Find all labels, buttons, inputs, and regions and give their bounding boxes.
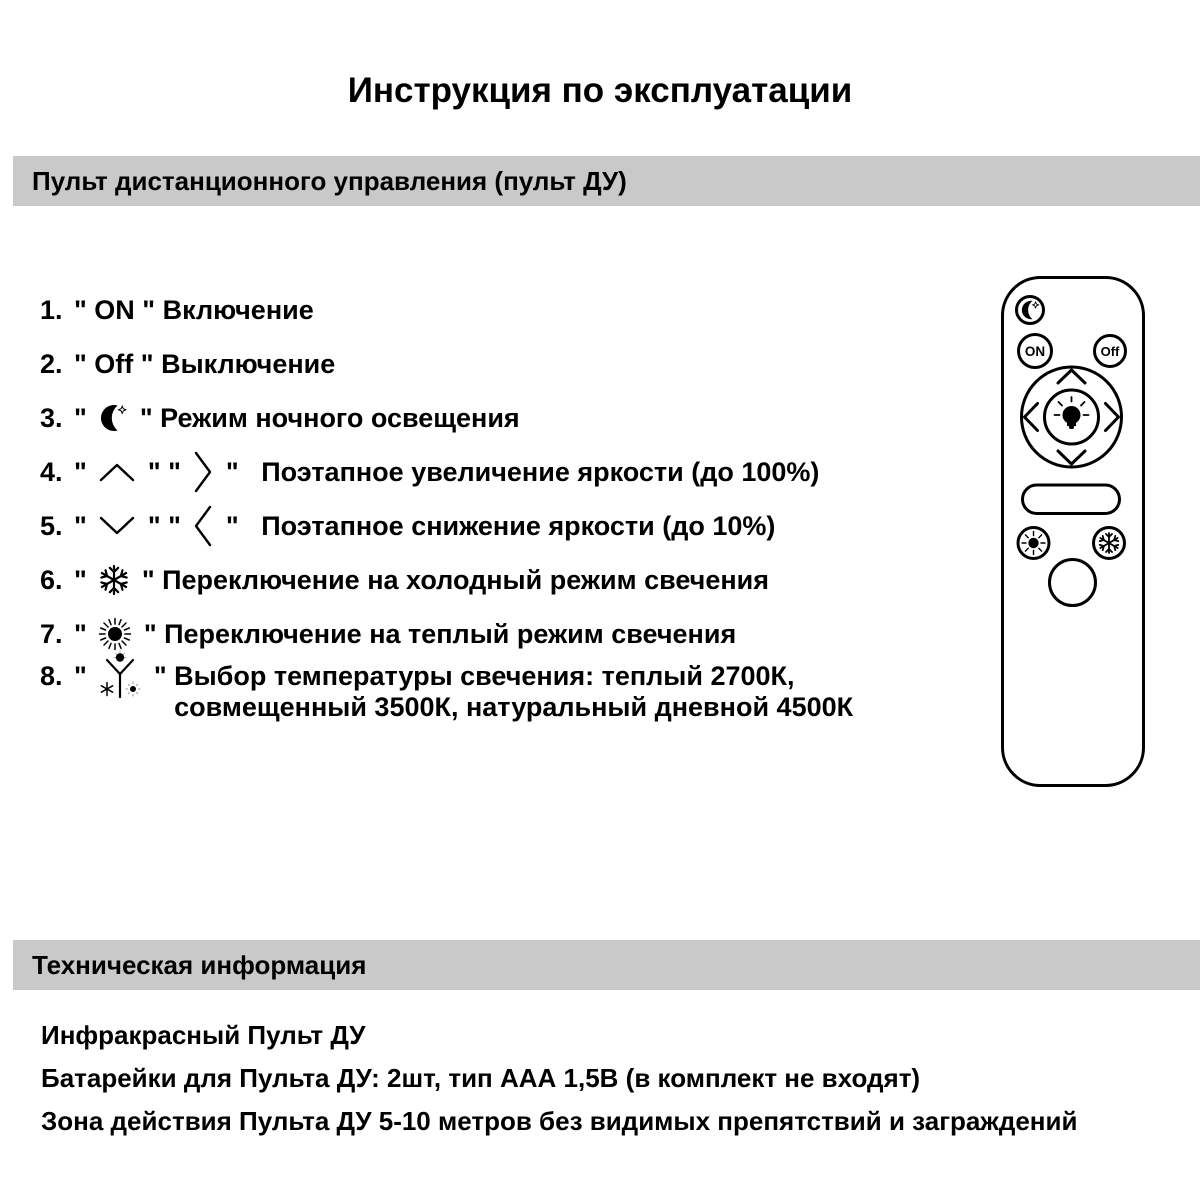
section-header-tech-label: Техническая информация — [32, 949, 367, 980]
list-item — [40, 553, 970, 607]
dpad-left-chevron-icon — [1025, 404, 1038, 431]
list-item-number: 4. — [40, 456, 63, 487]
list-item-number: 3. — [40, 402, 63, 433]
remote-warm-button — [1018, 528, 1049, 559]
tech-info-line: Инфракрасный Пульт ДУ — [41, 1020, 366, 1050]
sun-icon — [1022, 532, 1045, 555]
remote-on-button — [1019, 335, 1052, 368]
list-item-text: " Переключение на теплый режим свечения — [136, 618, 737, 649]
dpad-up-chevron-icon — [1058, 370, 1085, 383]
remote-off-label: Off — [1100, 344, 1120, 359]
remote-functions-list — [40, 283, 970, 723]
remote-scene-button — [1023, 485, 1120, 514]
snowflake-icon — [1099, 533, 1119, 553]
list-item — [40, 661, 970, 723]
chevron-up-icon — [98, 460, 136, 484]
list-item-text: " — [146, 661, 175, 691]
remote-dpad — [1022, 367, 1122, 467]
page-title: Инструкция по эксплуатации — [347, 71, 853, 110]
dpad-down-chevron-icon — [1058, 451, 1085, 464]
list-item-number: 5. — [40, 510, 63, 541]
list-item — [40, 283, 970, 337]
list-item-text: " ON " Включение — [74, 294, 314, 325]
list-item — [40, 337, 970, 391]
list-item-text: " — [74, 510, 95, 541]
remote-illustration — [1001, 276, 1145, 787]
list-item — [40, 499, 970, 553]
list-item-text: " Поэтапное снижение яркости (до 10%) — [218, 510, 776, 541]
snowflake-icon — [98, 564, 130, 596]
list-item-text: " Off " Выключение — [74, 348, 336, 379]
list-item-text: " Переключение на холодный режим свечения — [134, 564, 770, 595]
tech-info-line: Батарейки для Пульта ДУ: 2шт, тип ААА 1,5В (в комплект не входят) — [41, 1063, 921, 1093]
moon-icon — [98, 403, 128, 433]
list-item-text: совмещенный 3500К, натуральный дневной 4500К — [174, 692, 854, 722]
list-item-text: " Режим ночного освещения — [132, 402, 520, 433]
list-item — [40, 607, 970, 661]
section-header-remote — [13, 156, 1200, 206]
remote-temp-select-button — [1050, 560, 1096, 606]
list-item — [40, 391, 970, 445]
list-item-text: " — [74, 618, 95, 649]
list-item-text: Выбор температуры свечения: теплый 2700К, — [174, 661, 795, 691]
list-item-text: " " — [140, 510, 189, 541]
remote-off-button — [1095, 336, 1126, 367]
angle-left-icon — [192, 503, 214, 549]
list-item-text: " " — [140, 456, 189, 487]
list-item-text: " — [74, 564, 95, 595]
list-item-number: 8. — [40, 661, 63, 691]
list-item-text: " — [74, 456, 95, 487]
list-item-number: 1. — [40, 294, 63, 325]
list-item-text: " — [74, 402, 95, 433]
list-item-text: " Поэтапное увеличение яркости (до 100%) — [218, 456, 820, 487]
list-item-text: " — [74, 661, 95, 691]
list-item-number: 2. — [40, 348, 63, 379]
list-item-number: 7. — [40, 618, 63, 649]
remote-night-mode-button — [1017, 297, 1044, 324]
tech-info-line: Зона действия Пульта ДУ 5-10 метров без видимых препятствий и заграждений — [41, 1106, 1078, 1136]
star-icon — [1033, 302, 1039, 308]
bulb-icon — [1055, 397, 1089, 429]
dpad-right-chevron-icon — [1106, 404, 1119, 431]
remote-on-label: ON — [1024, 344, 1046, 359]
chevron-down-icon — [98, 514, 136, 538]
angle-right-icon — [192, 449, 214, 495]
list-item-number: 6. — [40, 564, 63, 595]
section-header-tech — [13, 940, 1200, 990]
sun-icon — [98, 617, 132, 651]
remote-cool-button — [1094, 528, 1125, 559]
temp-select-icon — [98, 661, 142, 692]
list-item — [40, 445, 970, 499]
tech-info-block — [41, 1014, 1077, 1143]
moon-icon — [1022, 301, 1033, 320]
section-header-remote-label: Пульт дистанционного управления (пульт ДУ) — [32, 165, 627, 196]
